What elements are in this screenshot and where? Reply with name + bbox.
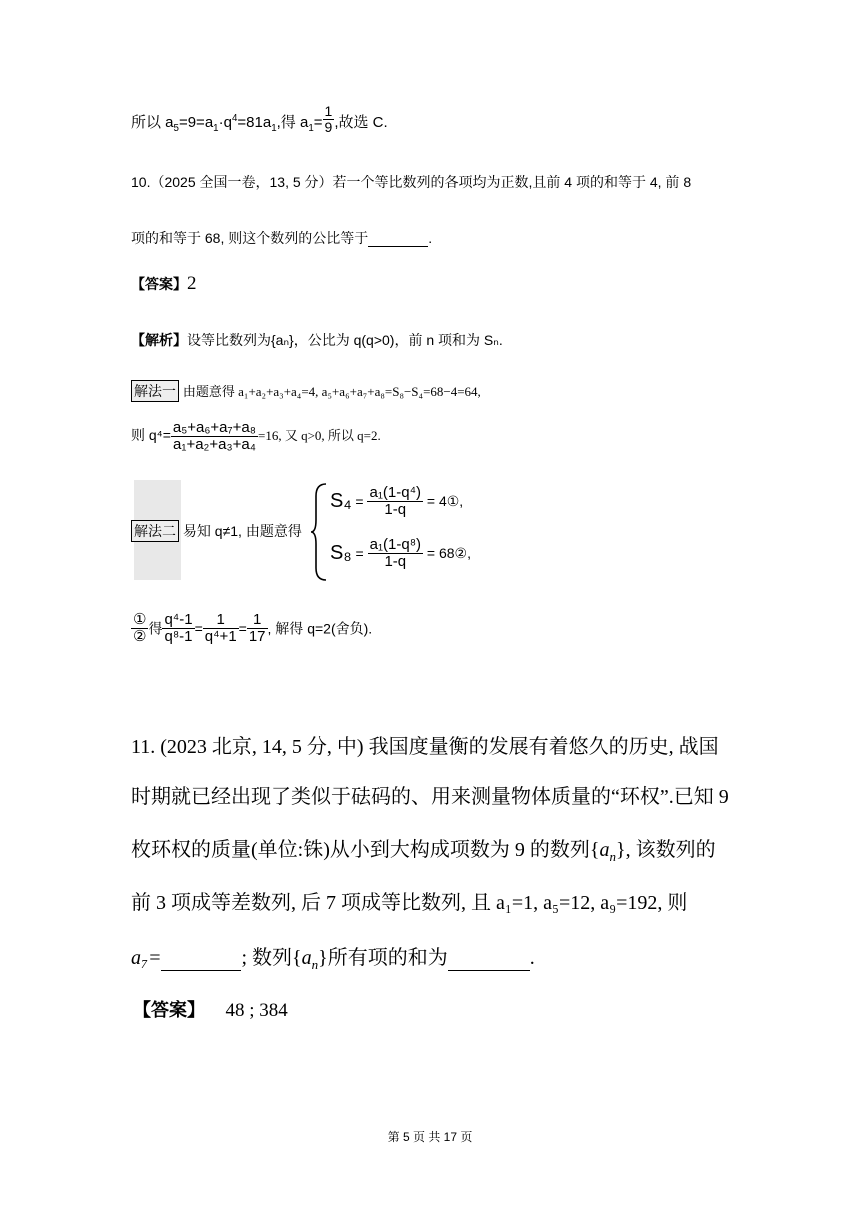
r3-num: 1 (247, 612, 268, 629)
q9-get: ,得 a (276, 114, 309, 132)
q11-line2: 时期就已经出现了类似于砝码的、用来测量物体质量的“环权”.已知 9 (131, 786, 729, 808)
q11-seq-sub2: n (311, 957, 319, 972)
q10-stem-end: . (428, 230, 433, 246)
system-eq2: S₈ = $\frac{\text{a₁(1-q⁸)}}{1-q}$ = 68②, (330, 536, 471, 570)
q9-fraction (323, 104, 335, 134)
q10-ratio-line (131, 420, 381, 453)
q10-stem-text: 项的和等于 68, 则这个数列的公比等于 (131, 230, 369, 246)
q10-stem-line2 (131, 228, 432, 248)
q11-line5-d: . (529, 947, 535, 969)
q9-conclusion: 所以 $a_5=9=a_1\cdot q^4=81a_1$,得 $a_1=$ $\frac{1}{9}$ ,故选 C. (131, 103, 388, 135)
q11-line5 (131, 941, 535, 973)
q11-blank-1 (161, 947, 241, 971)
ratio-num: a₅+a₆+a₇+a₈ (172, 419, 256, 436)
q11-answer-value: 48 ; 384 (225, 1000, 288, 1021)
sys1-fraction (367, 485, 423, 518)
ratio-den: a₁+a₂+a₃+a₄ (173, 435, 256, 453)
sys1-rhs: = 4①, (426, 492, 464, 509)
system-eq1: S₄ = $\frac{\text{a₁(1-q⁴)}}{1-q}$ = 4①, (330, 484, 464, 518)
sys2-den: 1-q (384, 552, 407, 570)
q11-line1: 11. (2023 北京, 14, 5 分, 中) 我国度量衡的发展有着悠久的历史, 战国 (131, 736, 719, 758)
q11-blank-2 (448, 947, 530, 971)
left-brace (310, 482, 330, 582)
method1-label: 解法一 (131, 380, 179, 402)
q11-line3-b: }, 该数列的 (615, 839, 716, 861)
q10-stem-line1: 10.（2025 全国一卷，13, 5 分）若一个等比数列的各项均为正数,且前 4 项的和等于 4, 前 8 (131, 174, 692, 190)
r1-num: q⁴-1 (164, 611, 193, 628)
q10-answer-blank (368, 230, 428, 247)
q10-analysis (131, 330, 503, 350)
r3-fraction (247, 612, 268, 645)
r2-den: q⁴+1 (204, 627, 237, 645)
q11-seq-var2: a (301, 947, 312, 969)
q11-seq-sub: n (609, 849, 616, 864)
div-get: 得 (148, 620, 163, 637)
ratio-prefix: 则 q⁴= (131, 426, 171, 443)
q11-line3-a: 枚环权的质量(单位:铢)从小到大构成项数为 9 的数列{ (131, 839, 600, 861)
sys2-lhs: S₈ (330, 541, 352, 564)
q9-end: ,故选 C. (334, 114, 388, 132)
q9-eq: = (313, 114, 323, 132)
q10-method2 (131, 520, 302, 542)
r2-fraction (203, 612, 239, 645)
sys1-lhs: S₄ (330, 489, 352, 512)
q11-line4: 前 3 项成等差数列, 后 7 项成等比数列, 且 a₁=1, a₅=12, a₉=192, 则 (131, 892, 688, 914)
div-den: ② (133, 627, 147, 645)
div-fraction (131, 612, 148, 645)
page-footer: 第 5 页 共 17 页 (387, 1130, 473, 1144)
q9-frac-num: 1 (324, 103, 333, 119)
r1-den: q⁸-1 (164, 627, 193, 645)
q9-frac-den: 9 (324, 118, 333, 135)
ratio-fraction (171, 420, 258, 453)
q11-line5-c: }所有项的和为 (318, 947, 448, 969)
sys2-rhs: = 68②, (426, 544, 471, 561)
q9-mid: =9=a (178, 114, 214, 132)
q10-answer-value: 2 (187, 273, 197, 294)
q10-analysis-label: 【解析】 (131, 332, 187, 348)
sys2-fraction (368, 537, 423, 570)
method2-text: 易知 q≠1, 由题意得 (182, 523, 302, 539)
q11-line5-b: ; 数列{ (241, 947, 302, 969)
method1-text: 由题意得 a₁+a₂+a₃+a₄=4, a₅+a₆+a₇+a₈=S₈−S₄=68−4=64, (182, 384, 481, 399)
q10-division-line: $\frac{\text{①}}{\text{②}}$ 得 $\frac{\text{q⁴-1}}{\text{q⁸-1}}$ = $\frac{1}{\text{q⁴+1}}$ = $\frac{1}{17}$ , 解得 q=2(舍负). (133, 611, 373, 645)
sys1-num: a₁(1-q⁴) (369, 484, 422, 501)
r3-den: 17 (248, 627, 266, 645)
q11-seq-var: a (599, 839, 610, 861)
q9-mid2: ·q (218, 114, 232, 132)
q11-answer-label: 【答案】 (133, 1000, 205, 1020)
q10-method1 (131, 380, 481, 402)
q11-a7: a₇= (131, 947, 162, 969)
q10-conclusion: , 解得 q=2(舍负). (267, 620, 373, 637)
q9-prefix: 所以 a (131, 114, 174, 132)
q10-analysis-text: 设等比数列为{aₙ}，公比为 q(q>0)，前 n 项和为 Sₙ. (187, 332, 503, 348)
q9-mid3: =81a (237, 114, 272, 132)
r1-fraction (162, 612, 194, 645)
sys2-num: a₁(1-q⁸) (369, 536, 422, 553)
div-num: ① (133, 611, 147, 628)
ratio-suffix: =16, 又 q>0, 所以 q=2. (258, 427, 381, 443)
r2-num: 1 (203, 612, 239, 629)
sys1-den: 1-q (384, 500, 407, 518)
q11-line3 (131, 833, 716, 865)
q10-answer (131, 273, 197, 295)
method2-label: 解法二 (131, 520, 179, 542)
q10-answer-label: 【答案】 (131, 276, 187, 292)
q11-answer (133, 996, 288, 1022)
